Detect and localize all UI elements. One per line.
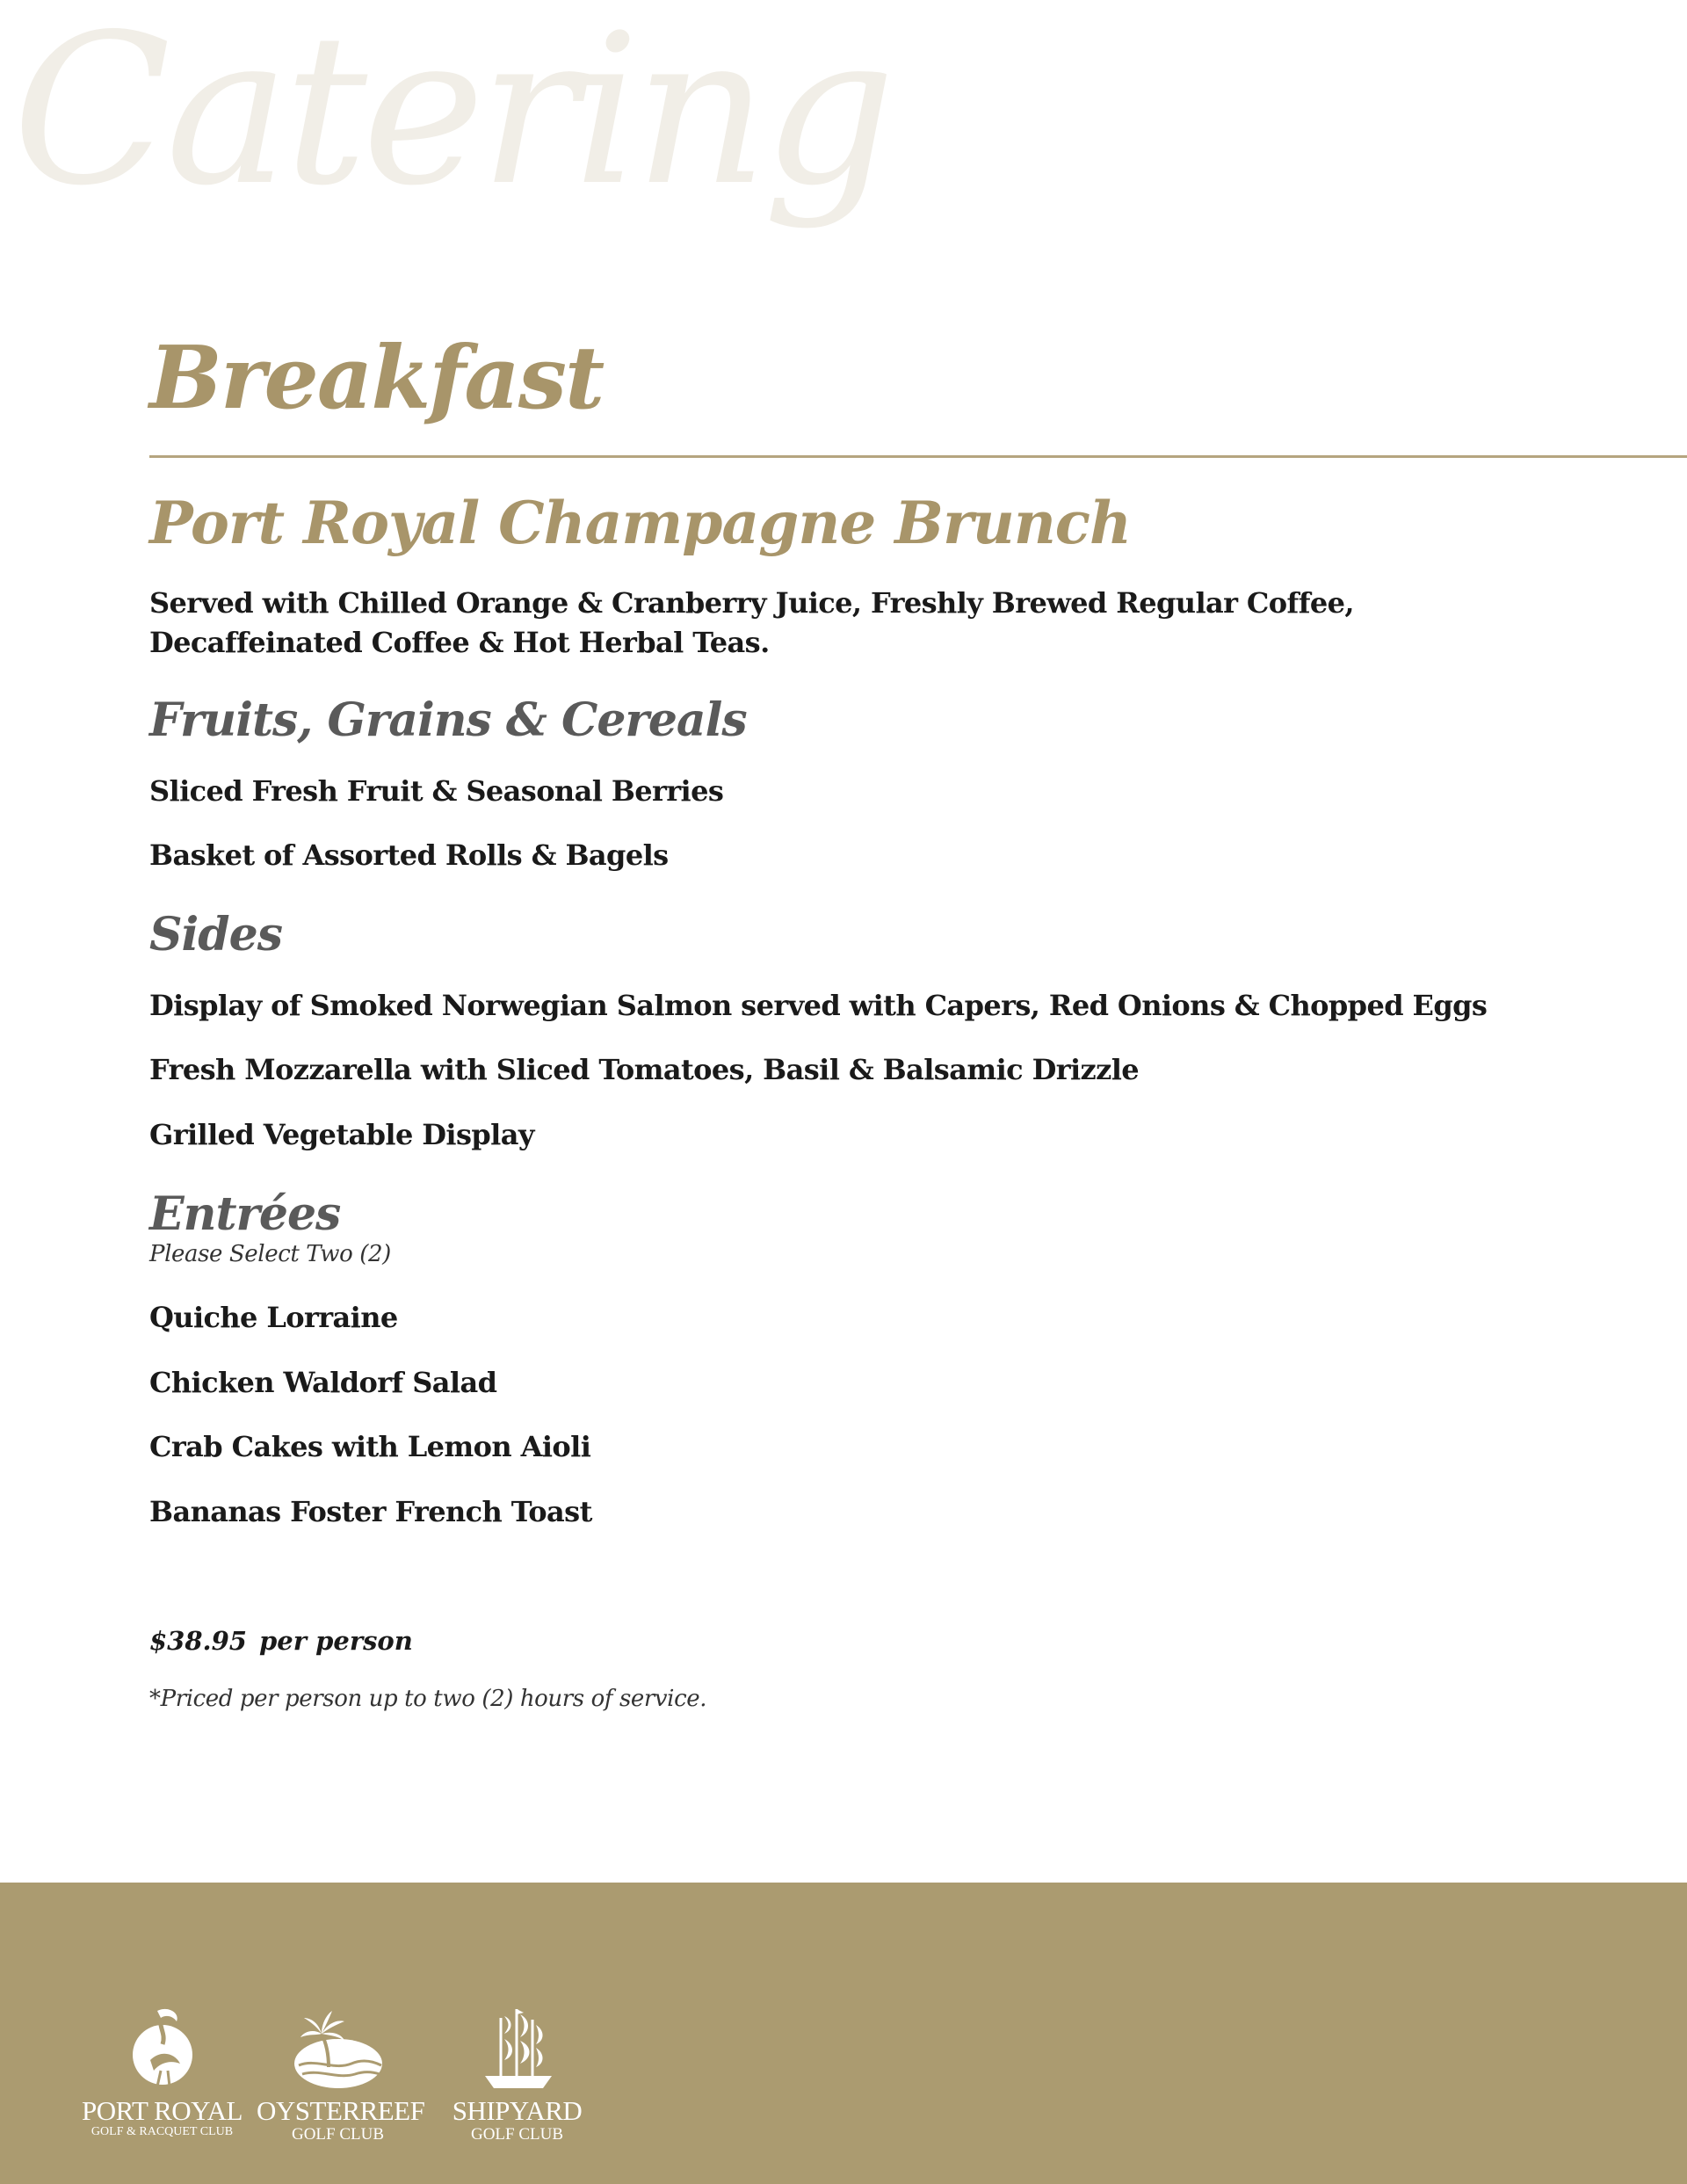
menu-item: Grilled Vegetable Display [149,1118,534,1151]
sailing-ship-icon [478,2006,557,2093]
price-footnote: *Priced per person up to two (2) hours of service. [149,1686,707,1712]
logo-name: SHIPYARD [452,2095,583,2126]
intro-line: Served with Chilled Orange & Cranberry Juice, Freshly Brewed Regular Coffee, [149,586,1354,620]
menu-item: Crab Cakes with Lemon Aioli [149,1430,591,1463]
page-title: Breakfast [149,328,604,429]
section-title-entrees: Entrées [149,1187,341,1241]
logo-port-royal [81,2006,243,2138]
logo-name: OYSTERREEF [257,2095,425,2126]
logo-name: PORT ROYAL [82,2095,243,2126]
intro-line: Decaffeinated Coffee & Hot Herbal Teas. [149,626,770,659]
menu-item: Bananas Foster French Toast [149,1495,592,1528]
section-title-fruits: Fruits, Grains & Cereals [149,693,747,747]
catering-watermark: Catering [12,0,891,231]
price-unit: per person [259,1626,413,1656]
logo-sub: GOLF CLUB [470,2125,564,2144]
logo-sub: GOLF & RACQUET CLUB [91,2125,234,2138]
menu-item: Fresh Mozzarella with Sliced Tomatoes, Basil & Balsamic Drizzle [149,1053,1140,1086]
palm-tree-icon [290,2006,387,2093]
section-title-sides: Sides [149,908,283,961]
menu-item: Sliced Fresh Fruit & Seasonal Berries [149,774,724,808]
entrees-note: Please Select Two (2) [149,1241,391,1267]
price [149,1626,413,1656]
logo-shipyard [436,2006,598,2143]
logo-sub: GOLF CLUB [291,2125,385,2144]
menu-item: Display of Smoked Norwegian Salmon served with Capers, Red Onions & Chopped Eggs [149,989,1488,1022]
title-divider [149,455,1687,458]
logo-oyster-reef [257,2006,425,2144]
menu-item: Chicken Waldorf Salad [149,1366,497,1399]
menu-intro [149,584,1467,663]
heron-icon [126,2006,199,2093]
price-amount: $38.95 [149,1626,247,1656]
menu-item: Quiche Lorraine [149,1301,398,1334]
menu-item: Basket of Assorted Rolls & Bagels [149,838,669,872]
menu-title: Port Royal Champagne Brunch [149,489,1131,557]
footer-band [0,1883,1687,2184]
